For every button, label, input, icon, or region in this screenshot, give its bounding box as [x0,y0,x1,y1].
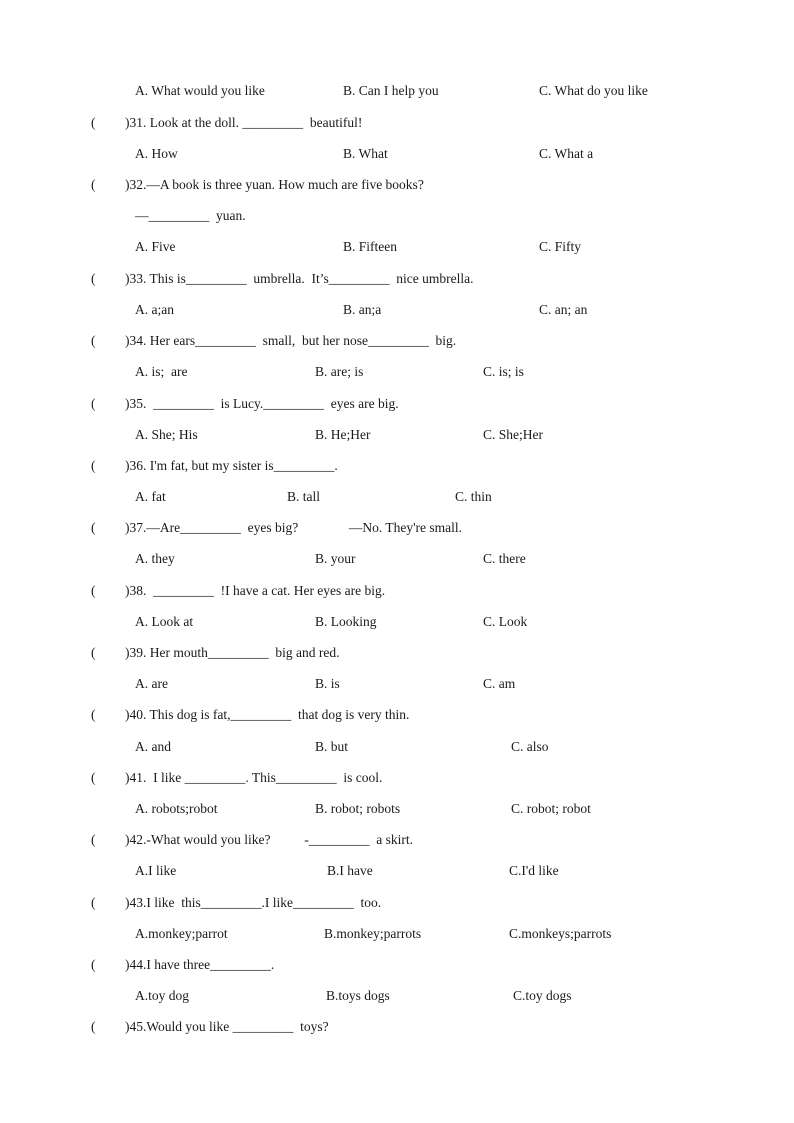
question-text: )31. Look at the doll. _________ beautiful! [125,115,363,130]
question-continuation: —_________ yuan. [135,208,246,223]
answer-option-c: C.I'd like [509,863,559,878]
answer-option-a: A. are [135,676,168,691]
question-text: )36. I'm fat, but my sister is_________. [125,458,338,473]
answer-option-c: C. What a [539,146,594,161]
answer-option-b: B. but [315,739,349,754]
answer-option-c: C. thin [455,489,492,504]
question-text: )38. _________ !I have a cat. Her eyes are big. [125,583,386,598]
answer-bracket: ( [91,895,96,910]
answer-option-c: C. What do you like [539,83,648,98]
question-text: )39. Her mouth_________ big and red. [125,645,340,660]
question-text: )43.I like this_________.I like_________ too. [125,895,382,910]
answer-option-b: B. Fifteen [343,239,397,254]
answer-option-c: C.monkeys;parrots [509,926,612,941]
answer-bracket: ( [91,396,96,411]
answer-bracket: ( [91,707,96,722]
answer-option-c: C. She;Her [483,427,543,442]
answer-option-c: C. there [483,551,526,566]
answer-bracket: ( [91,770,96,785]
question-text: )45.Would you like _________ toys? [125,1019,329,1034]
answer-option-c: C. an; an [539,302,588,317]
answer-option-a: A. Five [135,239,176,254]
answer-option-b: B. is [315,676,340,691]
answer-bracket: ( [91,458,96,473]
answer-option-c: C. robot; robot [511,801,591,816]
answer-option-b: B. Can I help you [343,83,439,98]
answer-option-c: C. Fifty [539,239,582,254]
question-text: )34. Her ears_________ small, but her nose_________ big. [125,333,457,348]
answer-option-b: B.monkey;parrots [324,926,422,941]
answer-bracket: ( [91,333,96,348]
answer-option-a: A. they [135,551,175,566]
answer-bracket: ( [91,271,96,286]
question-text: )33. This is_________ umbrella. It’s_________ nice umbrella. [125,271,474,286]
answer-option-c: C. Look [483,614,528,629]
question-text: )40. This dog is fat,_________ that dog is very thin. [125,707,410,722]
answer-option-a: A. Look at [135,614,194,629]
answer-bracket: ( [91,832,96,847]
answer-bracket: ( [91,520,96,535]
question-text: )41. I like _________. This_________ is cool. [125,770,383,785]
answer-option-b: B. robot; robots [315,801,401,816]
answer-option-a: A. and [135,739,171,754]
answer-option-a: A. is; are [135,364,188,379]
answer-option-b: B.toys dogs [326,988,390,1003]
answer-option-c: C.toy dogs [513,988,572,1003]
answer-bracket: ( [91,177,96,192]
answer-option-b: B. tall [287,489,320,504]
answer-option-a: A. What would you like [135,83,265,98]
answer-option-a: A. fat [135,489,166,504]
question-text: )35. _________ is Lucy._________ eyes are big. [125,396,399,411]
question-text: )42.-What would you like? -_________ a skirt. [125,832,413,847]
question-text: )44.I have three_________. [125,957,275,972]
answer-option-a: A.monkey;parrot [135,926,228,941]
question-text: )32.—A book is three yuan. How much are five books? [125,177,424,192]
answer-option-c: C. is; is [483,364,524,379]
answer-option-c: C. am [483,676,516,691]
answer-option-c: C. also [511,739,549,754]
answer-option-b: B. He;Her [315,427,371,442]
answer-option-a: A. She; His [135,427,198,442]
answer-option-b: B. your [315,551,356,566]
answer-bracket: ( [91,957,96,972]
answer-bracket: ( [91,115,96,130]
answer-option-b: B. are; is [315,364,364,379]
answer-option-a: A. robots;robot [135,801,218,816]
question-text: )37.—Are_________ eyes big? —No. They're small. [125,520,462,535]
answer-option-b: B.I have [327,863,373,878]
answer-option-b: B. Looking [315,614,377,629]
answer-option-a: A. How [135,146,178,161]
answer-bracket: ( [91,583,96,598]
answer-option-a: A. a;an [135,302,174,317]
answer-option-b: B. an;a [343,302,382,317]
answer-bracket: ( [91,1019,96,1034]
answer-option-a: A.I like [135,863,177,878]
answer-option-b: B. What [343,146,388,161]
answer-bracket: ( [91,645,96,660]
answer-option-a: A.toy dog [135,988,189,1003]
